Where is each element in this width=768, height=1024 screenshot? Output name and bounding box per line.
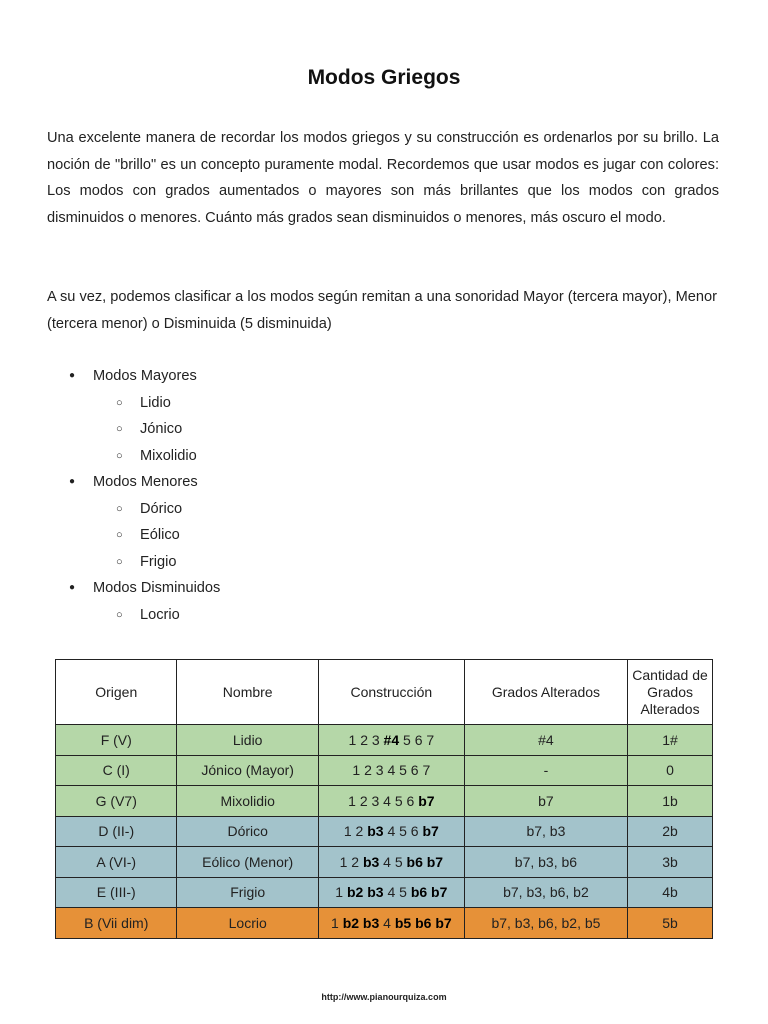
list-item-mode: ○ Mixolidio xyxy=(47,443,220,470)
cell-construccion xyxy=(318,816,464,847)
degree-text: 4 xyxy=(379,914,395,931)
list-item-group: ● Modos Mayores xyxy=(47,363,220,390)
list-item-group: ● Modos Menores xyxy=(47,469,220,496)
altered-degree: b6 b7 xyxy=(406,853,444,870)
cell-construccion xyxy=(318,877,464,908)
header-grados-alterados: Grados Alterados xyxy=(464,660,627,725)
altered-degree: b2 b3 xyxy=(346,884,384,901)
cell-construccion xyxy=(318,908,464,939)
list-item-mode: ○ Locrio xyxy=(47,602,220,629)
cell-grados-alterados: b7, b3, b6 xyxy=(464,847,627,878)
altered-degree: b3 xyxy=(367,823,384,840)
cell-construccion xyxy=(318,755,464,786)
altered-degree: b3 xyxy=(362,853,380,870)
degree-text: 4 5 xyxy=(379,853,407,870)
cell-construccion xyxy=(318,847,464,878)
header-nombre: Nombre xyxy=(177,660,318,725)
list-item-mode: ○ Lidio xyxy=(47,390,220,417)
cell-cantidad: 3b xyxy=(628,847,713,878)
altered-degree: b7 xyxy=(422,823,439,840)
cell-origen: F (V) xyxy=(56,725,177,756)
cell-grados-alterados: b7, b3, b6, b2, b5 xyxy=(464,908,627,939)
table-row xyxy=(56,816,713,847)
table-row xyxy=(56,847,713,878)
list-item-mode: ○ Frigio xyxy=(47,549,220,576)
degree-text: 1 xyxy=(331,914,343,931)
cell-cantidad: 4b xyxy=(628,877,713,908)
header-origen: Origen xyxy=(56,660,177,725)
cell-origen: A (VI-) xyxy=(56,847,177,878)
altered-degree: b5 b6 b7 xyxy=(394,914,452,931)
degree-text: 1 xyxy=(335,884,347,901)
cell-grados-alterados: #4 xyxy=(464,725,627,756)
table-row xyxy=(56,908,713,939)
cell-cantidad: 0 xyxy=(628,755,713,786)
intro-paragraph: Una excelente manera de recordar los modos griegos y su construcción es ordenarlos por su brillo. La noción de "brillo" es un concepto puramente modal. Recordemos que usar modos es jugar con colores: Los modos con grados aumentados o mayores son más brillantes que los modos con grados disminuidos o menores. Cuánto más grados sean disminuidos o menores, más oscuro el modo. xyxy=(47,130,719,226)
page-title: Modos Griegos xyxy=(307,66,461,89)
cell-nombre: Lidio xyxy=(177,725,318,756)
degree-text: 1 2 3 4 5 6 xyxy=(348,792,419,809)
cell-grados-alterados: b7, b3, b6, b2 xyxy=(464,877,627,908)
modes-table xyxy=(55,659,713,939)
cell-cantidad: 1b xyxy=(628,786,713,817)
classification-paragraph: A su vez, podemos clasificar a los modos según remitan a una sonoridad Mayor (tercera mayor), Menor (tercera menor) o Disminuida (5 disminuida) xyxy=(47,289,717,332)
cell-grados-alterados: - xyxy=(464,755,627,786)
table-header-row xyxy=(56,660,713,725)
table-body xyxy=(56,725,713,939)
table-row xyxy=(56,877,713,908)
degree-text: 5 6 7 xyxy=(399,731,435,748)
table-row xyxy=(56,786,713,817)
header-construccion: Construcción xyxy=(318,660,464,725)
cell-construccion xyxy=(318,786,464,817)
list-item-mode: ○ Dórico xyxy=(47,496,220,523)
cell-nombre: Dórico xyxy=(177,816,318,847)
degree-text: 4 5 6 xyxy=(383,823,423,840)
degree-text: 1 2 3 xyxy=(348,731,384,748)
list-item-mode: ○ Jónico xyxy=(47,416,220,443)
cell-origen: E (III-) xyxy=(56,877,177,908)
cell-nombre: Mixolidio xyxy=(177,786,318,817)
cell-cantidad: 1# xyxy=(628,725,713,756)
header-cantidad: Cantidad de Grados Alterados xyxy=(628,660,713,725)
cell-origen: C (I) xyxy=(56,755,177,786)
footer-url[interactable]: http://www.pianourquiza.com xyxy=(321,992,447,1002)
degree-text: 1 2 3 4 5 6 7 xyxy=(352,762,431,779)
altered-degree: b6 b7 xyxy=(410,884,448,901)
cell-origen: G (V7) xyxy=(56,786,177,817)
altered-degree: #4 xyxy=(383,731,400,748)
cell-cantidad: 2b xyxy=(628,816,713,847)
degree-text: 1 2 xyxy=(339,853,363,870)
cell-grados-alterados: b7, b3 xyxy=(464,816,627,847)
cell-nombre: Locrio xyxy=(177,908,318,939)
cell-nombre: Eólico (Menor) xyxy=(177,847,318,878)
cell-nombre: Jónico (Mayor) xyxy=(177,755,318,786)
table-row xyxy=(56,725,713,756)
cell-grados-alterados: b7 xyxy=(464,786,627,817)
cell-construccion xyxy=(318,725,464,756)
degree-text: 4 5 xyxy=(383,884,411,901)
list-item-mode: ○ Eólico xyxy=(47,522,220,549)
cell-origen: B (Vii dim) xyxy=(56,908,177,939)
cell-cantidad: 5b xyxy=(628,908,713,939)
altered-degree: b7 xyxy=(418,792,435,809)
table-row xyxy=(56,755,713,786)
modes-list xyxy=(47,363,220,628)
cell-origen: D (II-) xyxy=(56,816,177,847)
altered-degree: b2 b3 xyxy=(342,914,380,931)
degree-text: 1 2 xyxy=(343,823,368,840)
list-item-group: ● Modos Disminuidos xyxy=(47,575,220,602)
cell-nombre: Frigio xyxy=(177,877,318,908)
